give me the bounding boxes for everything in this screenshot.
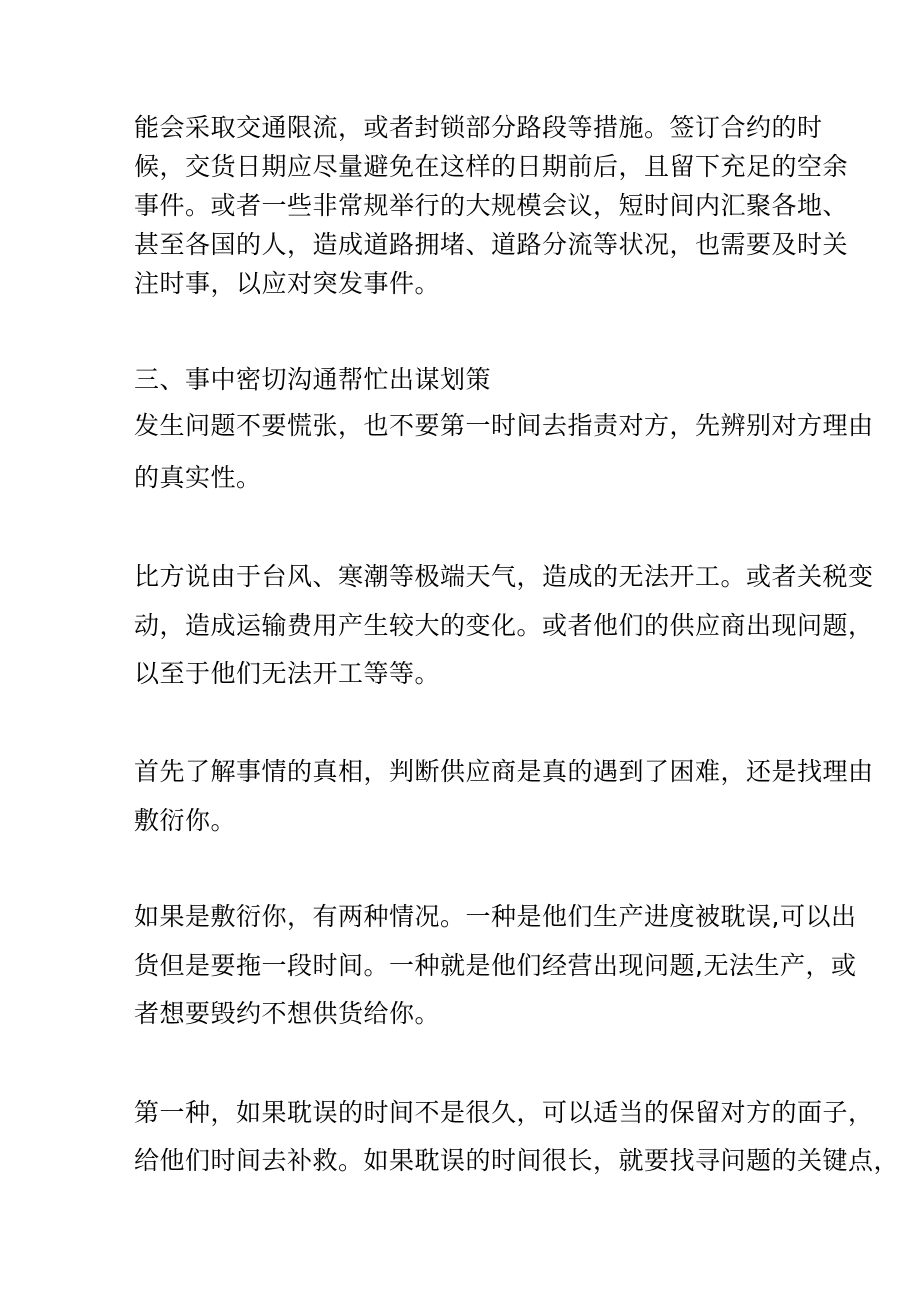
paragraph-2-line-1: 发生问题不要慌张，也不要第一时间去指责对方，先辨别对方理由 (134, 411, 874, 440)
paragraph-2-line-2: 的真实性。 (134, 463, 262, 492)
paragraph-3-line-1: 比方说由于台风、寒潮等极端天气，造成的无法开工。或者关税变 (134, 562, 874, 591)
paragraph-4-line-1: 首先了解事情的真相，判断供应商是真的遇到了困难，还是找理由 (134, 757, 874, 786)
paragraph-3-line-2: 动，造成运输费用产生较大的变化。或者他们的供应商出现问题， (134, 611, 874, 640)
paragraph-6-line-1: 第一种，如果耽误的时间不是很久，可以适当的保留对方的面子， (134, 1098, 874, 1127)
paragraph-1-line-4: 甚至各国的人，造成道路拥堵、道路分流等状况，也需要及时关 (134, 230, 849, 259)
paragraph-1-line-5: 注时事，以应对突发事件。 (134, 269, 441, 298)
paragraph-5-line-3: 者想要毁约不想供货给你。 (134, 999, 441, 1028)
paragraph-1-line-3: 事件。或者一些非常规举行的大规模会议，短时间内汇聚各地、 (134, 191, 849, 220)
section-heading: 三、事中密切沟通帮忙出谋划策 (134, 365, 492, 394)
paragraph-4-line-2: 敷衍你。 (134, 806, 237, 835)
paragraph-6-line-2: 给他们时间去补救。如果耽误的时间很长，就要找寻问题的关键点， (134, 1146, 900, 1175)
paragraph-5-line-1: 如果是敷衍你，有两种情况。一种是他们生产进度被耽误,可以出 (134, 902, 857, 931)
paragraph-5-line-2: 货但是要拖一段时间。一种就是他们经营出现问题,无法生产，或 (134, 951, 857, 980)
paragraph-1-line-2: 候，交货日期应尽量避免在这样的日期前后，且留下充足的空余 (134, 152, 849, 181)
paragraph-3-line-3: 以至于他们无法开工等等。 (134, 659, 441, 688)
paragraph-1-line-1: 能会采取交通限流，或者封锁部分路段等措施。签订合约的时 (134, 113, 823, 142)
